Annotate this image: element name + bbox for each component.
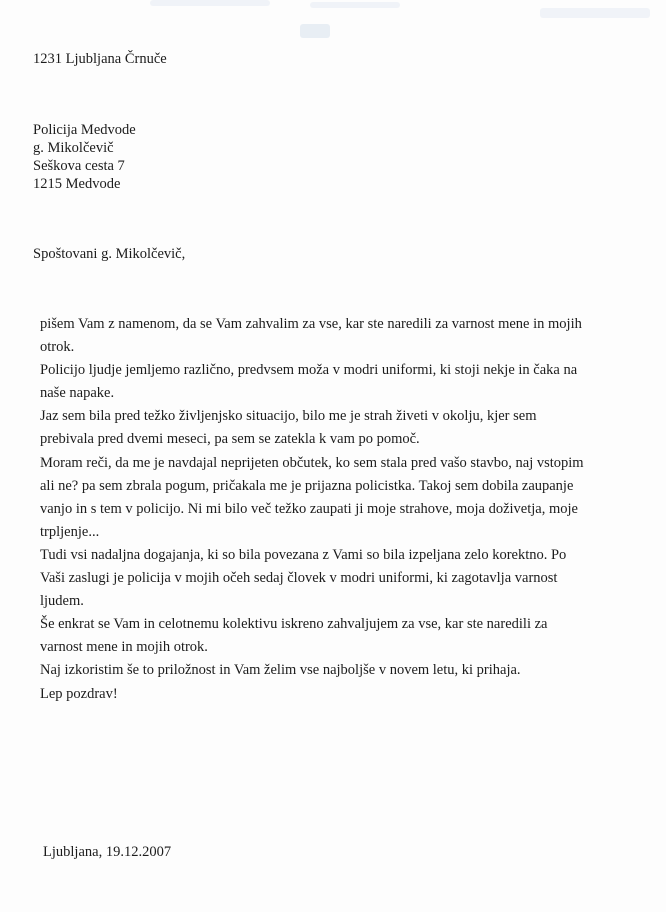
body-line: Moram reči, da me je navdajal neprijeten občutek, ko sem stala pred vašo stavbo, naj vstopim	[40, 454, 584, 471]
body-line: Naj izkoristim še to priložnost in Vam želim vse najboljše v novem letu, ki prihaja.	[40, 662, 521, 679]
scan-artifact	[300, 24, 330, 38]
body-line: naše napake.	[40, 385, 115, 402]
body-line: pišem Vam z namenom, da se Vam zahvalim za vse, kar ste naredili za varnost mene in mojih	[40, 316, 582, 332]
body-line: prebivala pred dvemi meseci, pa sem se zatekla k vam po pomoč.	[40, 431, 420, 448]
body-line: otrok.	[40, 339, 75, 356]
body-line: Jaz sem bila pred težko življenjsko situacijo, bilo me je strah živeti v okolju, kjer sem	[40, 408, 537, 425]
body-line: ali ne? pa sem zbrala pogum, pričakala me je prijazna policistka. Takoj sem dobila zaupanje	[40, 477, 574, 494]
recipient-line: Policija Medvode	[33, 122, 136, 138]
body-line: Policijo ljudje jemljemo različno, predvsem moža v modri uniformi, ki stoji nekje in čaka na	[40, 362, 578, 379]
body-line: Še enkrat se Vam in celotnemu kolektivu iskreno zahvaljujem za vse, kar ste naredili za	[40, 616, 548, 633]
body-line: Vaši zaslugi je policija v mojih očeh sedaj človek v modri uniformi, ki zagotavlja varnost	[40, 570, 558, 587]
sender-address: 1231 Ljubljana Črnuče	[33, 51, 167, 67]
scan-artifact	[150, 0, 270, 6]
recipient-line: Seškova cesta 7	[33, 158, 125, 174]
body-line: varnost mene in mojih otrok.	[40, 639, 208, 656]
body-line: vanjo in s tem v policijo. Ni mi bilo več težko zaupati ji moje strahove, moja doživetja, moje	[40, 500, 578, 517]
recipient-line: g. Mikolčevič	[33, 140, 114, 156]
scan-artifact	[310, 2, 400, 8]
body-line: Tudi vsi nadaljna dogajanja, ki so bila povezana z Vami so bila izpeljana zelo korektno. Po	[40, 546, 567, 563]
place-date: Ljubljana, 19.12.2007	[43, 844, 172, 860]
body-line: Lep pozdrav!	[40, 685, 118, 702]
salutation: Spoštovani g. Mikolčevič,	[33, 246, 186, 262]
scan-artifact	[540, 8, 650, 18]
letter-body	[40, 313, 640, 706]
recipient-line: 1215 Medvode	[33, 176, 121, 192]
recipient-address	[33, 121, 136, 193]
body-line: trpljenje...	[40, 523, 100, 540]
body-line: ljudem.	[40, 593, 84, 610]
